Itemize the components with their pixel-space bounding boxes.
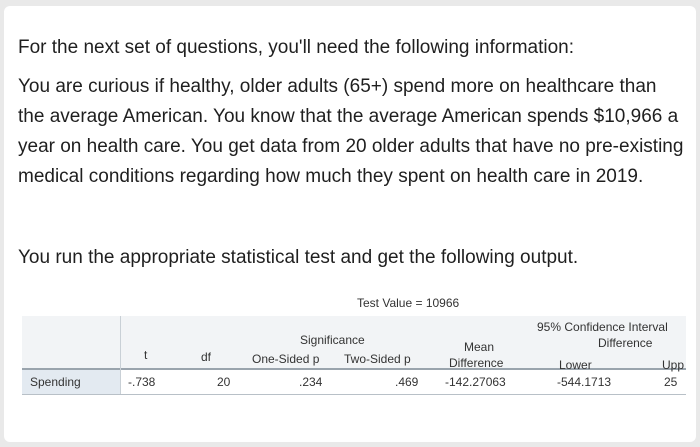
cell-one-sided-p: .234	[299, 375, 323, 389]
cell-t: -.738	[128, 375, 156, 389]
header-mean-line2: Difference	[449, 356, 504, 370]
header-ci-line1: 95% Confidence Interval	[537, 320, 668, 334]
header-two-sided-p: Two-Sided p	[344, 352, 411, 366]
label-column-border	[120, 316, 121, 394]
header-ci-line2: Difference	[598, 336, 653, 350]
header-df: df	[201, 350, 212, 364]
task-text: You run the appropriate statistical test and get the following output.	[18, 247, 579, 268]
cell-upper: 25	[664, 375, 678, 389]
header-upper: Upp	[662, 358, 685, 372]
cell-two-sided-p: .469	[395, 375, 419, 389]
intro-heading: For the next set of questions, you'll need the following information:	[18, 37, 575, 58]
row-label: Spending	[30, 375, 81, 389]
header-t: t	[144, 348, 148, 362]
cell-lower: -544.1713	[557, 375, 612, 389]
header-one-sided-p: One-Sided p	[252, 352, 320, 366]
row-bottom-border	[22, 394, 686, 395]
header-mean-line1: Mean	[464, 340, 495, 354]
test-value-label: Test Value = 10966	[357, 296, 460, 310]
cell-df: 20	[217, 375, 231, 389]
header-lower: Lower	[559, 358, 592, 372]
header-significance: Significance	[300, 333, 365, 347]
cell-mean-difference: -142.27063	[445, 375, 506, 389]
scenario-text: You are curious if healthy, older adults (65+) spend more on healthcare than the average American. You know that the average American spends $10,966 a year on health care. You get data from 20 older adults that have no pre-existing medical conditions regarding how much they spent on health care in 2019.	[18, 76, 684, 187]
